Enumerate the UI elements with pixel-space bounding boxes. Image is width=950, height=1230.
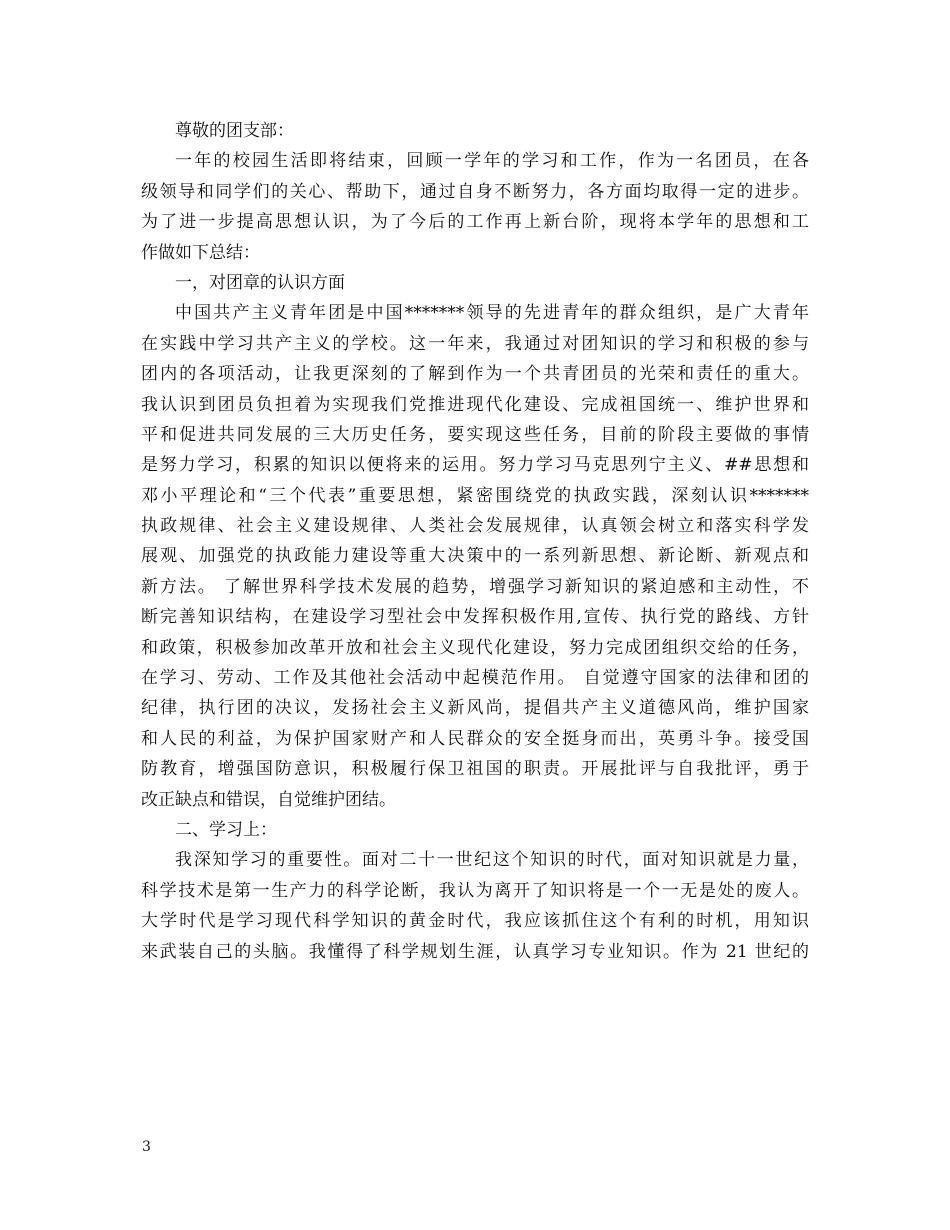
page-number: 3 — [142, 1139, 151, 1155]
text-line: 我认识到团员负担着为实现我们党推进现代化建设、完成祖国统一、维护世界和 — [141, 394, 809, 415]
text-line: 是努力学习，积累的知识以便将来的运用。努力学习马克思列宁主义、##思想和 — [141, 455, 809, 476]
text-line: 在实践中学习共产主义的学校。这一年来，我通过对团知识的学习和积极的参与 — [141, 333, 809, 354]
text-line: 防教育，增强国防意识，积极履行保卫祖国的职责。开展批评与自我批评，勇于 — [141, 759, 809, 780]
text-line: 在学习、劳动、工作及其他社会活动中起模范作用。 自觉遵守国家的法律和团的 — [141, 668, 809, 689]
text-line: 中国共产主义青年团是中国*******领导的先进青年的群众组织，是广大青年 — [175, 303, 809, 324]
text-line: 执政规律、社会主义建设规律、人类社会发展规律，认真领会树立和落实科学发 — [141, 516, 809, 537]
text-line: 来武装自己的头脑。我懂得了科学规划生涯，认真学习专业知识。作为 21 世纪的 — [141, 941, 809, 962]
text-line: 邓小平理论和“三个代表”重要思想，紧密围绕党的执政实践，深刻认识******* — [141, 485, 809, 506]
text-line: 新方法。 了解世界科学技术发展的趋势，增强学习新知识的紧迫感和主动性，不 — [141, 576, 809, 597]
text-line: 级领导和同学们的关心、帮助下，通过自身不断努力，各方面均取得一定的进步。 — [141, 181, 809, 202]
text-line: 纪律，执行团的决议，发扬社会主义新风尚，提倡共产主义道德风尚，维护国家 — [141, 698, 809, 719]
text-line: 断完善知识结构，在建设学习型社会中发挥积极作用,宣传、执行党的路线、方针 — [141, 607, 809, 628]
text-line: 改正缺点和错误，自觉维护团结。 — [141, 789, 396, 810]
text-line: 一年的校园生活即将结束，回顾一学年的学习和工作，作为一名团员，在各 — [175, 151, 809, 172]
text-line: 和人民的利益，为保护国家财产和人民群众的安全挺身而出，英勇斗争。接受国 — [141, 728, 809, 749]
document-body — [141, 116, 809, 967]
text-line: 和政策，积极参加改革开放和社会主义现代化建设，努力完成团组织交给的任务， — [141, 637, 809, 658]
text-line: 展观、加强党的执政能力建设等重大决策中的一系列新思想、新论断、新观点和 — [141, 546, 809, 567]
text-line: 平和促进共同发展的三大历史任务，要实现这些任务，目前的阶段主要做的事情 — [141, 424, 809, 445]
text-line: 尊敬的团支部： — [175, 121, 294, 141]
text-line: 科学技术是第一生产力的科学论断，我认为离开了知识将是一个一无是处的废人。 — [141, 880, 809, 901]
text-line: 一，对团章的认识方面 — [175, 272, 345, 293]
text-line: 为了进一步提高思想认识，为了今后的工作再上新台阶，现将本学年的思想和工 — [141, 212, 809, 233]
text-line: 大学时代是学习现代科学知识的黄金时代，我应该抓住这个有利的时机，用知识 — [141, 911, 809, 932]
text-line: 二、学习上： — [175, 819, 277, 840]
text-line: 我深知学习的重要性。面对二十一世纪这个知识的时代，面对知识就是力量， — [175, 850, 809, 871]
text-line: 团内的各项活动，让我更深刻的了解到作为一个共青团员的光荣和责任的重大。 — [141, 364, 809, 385]
text-line: 作做如下总结： — [141, 242, 260, 263]
